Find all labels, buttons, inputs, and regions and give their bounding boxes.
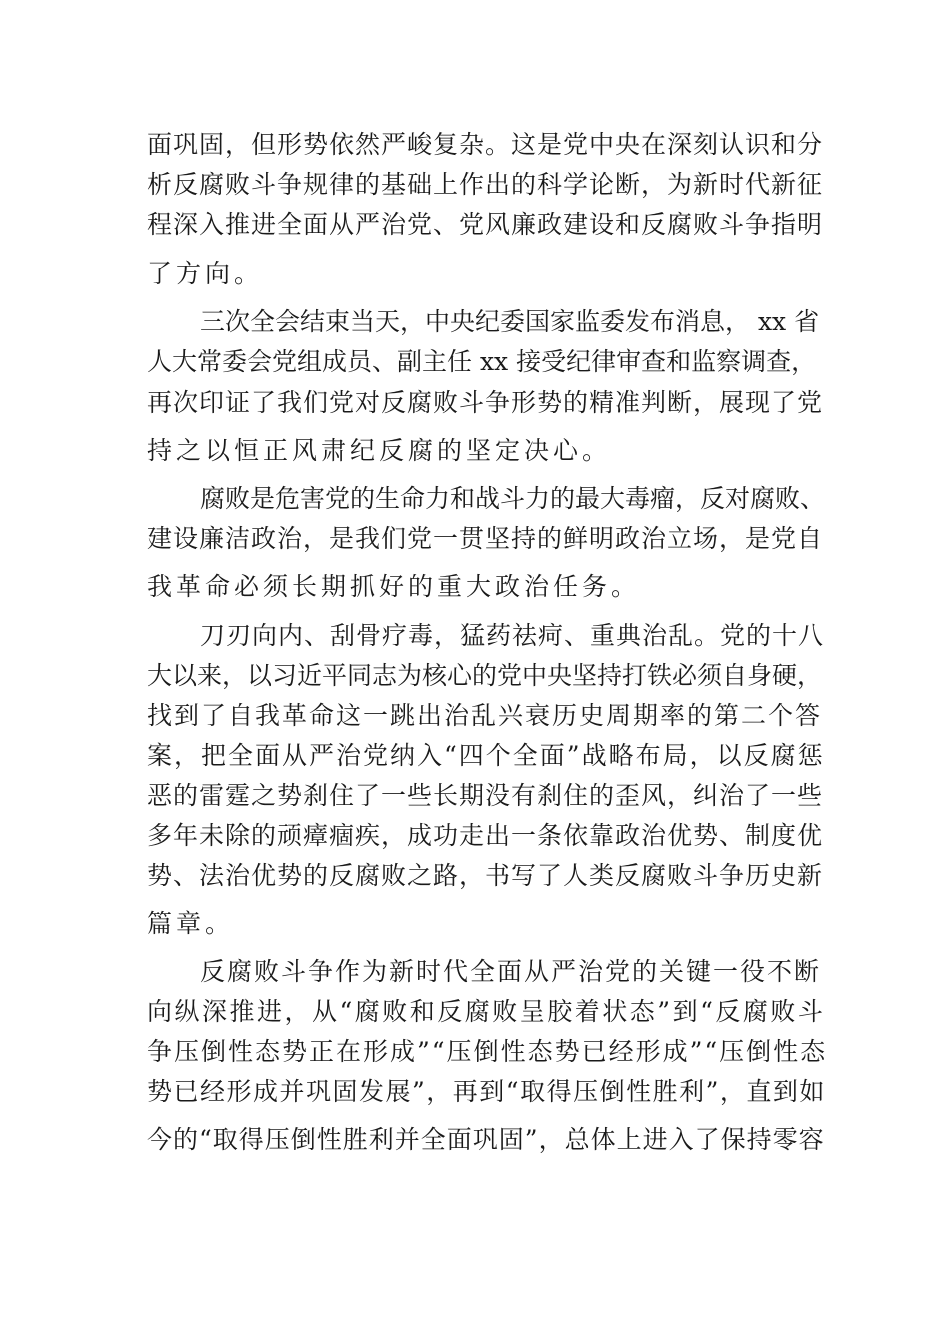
text-line: 大以来，以习近平同志为核心的党中央坚持打铁必须自身硬，	[147, 661, 823, 690]
text-line: 势、法治优势的反腐败之路，书写了人类反腐败斗争历史新	[147, 861, 824, 890]
text-line: 争压倒性态势正在形成”“压倒性态势已经形成”“压倒性态	[147, 1037, 828, 1066]
text-line: 找到了自我革命这一跳出治乱兴衰历史周期率的第二个答	[147, 701, 823, 730]
text-line: 多年未除的顽瘴痼疾，成功走出一条依靠政治优势、制度优	[147, 821, 824, 850]
text-line: 人大常委会党组成员、副主任 xx 接受纪律审查和监察调查，	[147, 347, 817, 376]
text-line: 三次全会结束当天，中央纪委国家监委发布消息， xx 省	[200, 307, 820, 336]
text-line: 再次印证了我们党对反腐败斗争形势的精准判断，展现了党	[147, 388, 824, 417]
text-line: 势已经形成并巩固发展”，再到“取得压倒性胜利”，直到如	[147, 1077, 826, 1106]
text-line: 程深入推进全面从严治党、党风廉政建设和反腐败斗争指明	[147, 210, 824, 239]
text-line: 刀刃向内、刮骨疗毒，猛药祛疴、重典治乱。党的十八	[200, 621, 825, 650]
text-line: 持之以恒正风肃纪反腐的坚定决心。	[147, 436, 612, 465]
text-line: 了方向。	[147, 259, 264, 288]
text-line: 腐败是危害党的生命力和战斗力的最大毒瘤，反对腐败、	[200, 484, 826, 513]
text-line: 今的“取得压倒性胜利并全面巩固”，总体上进入了保持零容	[147, 1125, 825, 1154]
text-line: 篇章。	[147, 909, 235, 938]
text-line: 反腐败斗争作为新时代全面从严治党的关键一役不断	[200, 957, 822, 986]
text-line: 我革命必须长期抓好的重大政治任务。	[147, 572, 641, 601]
text-line: 向纵深推进，从“腐败和反腐败呈胶着状态”到“反腐败斗	[147, 997, 826, 1026]
text-line: 析反腐败斗争规律的基础上作出的科学论断，为新时代新征	[147, 170, 824, 199]
text-line: 建设廉洁政治，是我们党一贯坚持的鲜明政治立场，是党自	[147, 524, 824, 553]
text-line: 案，把全面从严治党纳入“四个全面”战略布局，以反腐惩	[147, 741, 825, 770]
text-line: 恶的雷霆之势刹住了一些长期没有刹住的歪风，纠治了一些	[147, 781, 824, 810]
text-line: 面巩固，但形势依然严峻复杂。这是党中央在深刻认识和分	[147, 130, 824, 159]
